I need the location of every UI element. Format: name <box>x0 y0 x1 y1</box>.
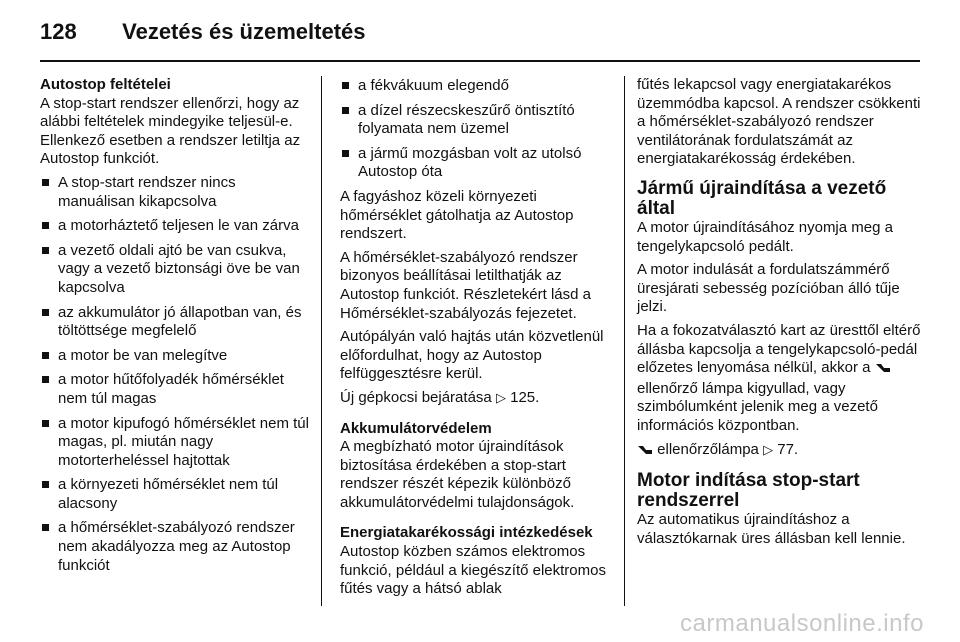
list-item: az akkumulátor jó állapotban van, és töltöttsége megfelelő <box>40 304 310 341</box>
paragraph: A motor indulását a fordulatszámmérő üresjárati sebesség pozícióban álló tűje jelzi. <box>637 261 900 316</box>
section-heading-restart-by-driver: Jármű újraindítása a vezető által <box>637 177 887 219</box>
watermark: carmanualsonline.info <box>680 610 924 637</box>
list-item: a motorháztető teljesen le van zárva <box>40 217 310 236</box>
list-item: a motor hűtőfolyadék hőmérséklet nem túl magas <box>40 371 310 408</box>
list-item: a fékvákuum elegendő <box>340 77 612 96</box>
list-item: a környezeti hőmérséklet nem túl alacsony <box>40 476 310 513</box>
paragraph: A motor újraindításához nyomja meg a tengelykapcsoló pedált. <box>637 218 893 255</box>
page-number: 128 <box>40 19 77 44</box>
paragraph: A megbízható motor újraindítások biztosítása érdekében a stop-start rendszer részét képezik különböző akkumulátorvédelmi tulajdonságok. <box>340 438 575 511</box>
list-item: a dízel részecskeszűrő öntisztító folyamata nem üzemel <box>340 102 612 139</box>
section-heading-battery-protection: Akkumulátorvédelem <box>340 419 492 437</box>
page-ref-arrow-icon: ▷ <box>495 389 506 405</box>
list-item: A stop-start rendszer nincs manuálisan kikapcsolva <box>40 174 310 211</box>
paragraph: A hőmérséklet-szabályozó rendszer bizonyos beállításai letilthatják az Autostop funkciót. Részletekért lásd a Hőmérséklet-szabályozás fejezetet. <box>340 248 591 322</box>
column-divider-2 <box>624 76 625 606</box>
header-rule <box>40 60 920 62</box>
paragraph: fűtés lekapcsol vagy energiatakarékos üzemmódba kapcsol. A rendszer csökkenti a hőmérséklet-szabályozó rendszer ventilátorának fordulatszámát az energiatakarékosság érdekében. <box>637 76 921 168</box>
paragraph-crossref: Új gépkocsi bejáratása ▷ 125. <box>340 388 540 406</box>
list-item: a jármű mozgásban volt az utolsó Autostop óta <box>340 145 612 182</box>
list-item: a hőmérséklet-szabályozó rendszer nem akadályozza meg az Autostop funkciót <box>40 519 310 575</box>
page-header <box>40 10 920 54</box>
section-heading-autostop-conditions: Autostop feltételei <box>40 76 171 93</box>
section-heading-engine-start-stop-start: Motor indítása stop-start rendszerrel <box>637 470 860 512</box>
page-title: Vezetés és üzemeltetés <box>122 19 366 44</box>
paragraph: Az automatikus újraindításhoz a választókarnak üres állásban kell lennie. <box>637 511 906 547</box>
column-divider-1 <box>321 76 322 606</box>
conditions-list <box>40 174 310 575</box>
paragraph-crossref: ellenőrzőlámpa ▷ 77. <box>637 441 927 462</box>
column-1 <box>40 76 310 581</box>
list-item: a motor be van melegítve <box>40 347 310 366</box>
stop-start-warning-icon <box>637 443 653 462</box>
section-heading-energy-saving: Energiatakarékossági intézkedések <box>340 524 593 542</box>
list-item: a motor kipufogó hőmérséklet nem túl magas, pl. miután nagy motorterheléssel hajtottak <box>40 415 310 471</box>
page-ref-arrow-icon: ▷ <box>763 441 774 457</box>
paragraph: A stop-start rendszer ellenőrzi, hogy az alábbi feltételek mindegyike teljesül-e. Ellenkező esetben a rendszer letiltja az Autostop funkciót. <box>40 94 301 168</box>
list-item: a vezető oldali ajtó be van csukva, vagy a vezető biztonsági öve be van kapcsolva <box>40 242 310 298</box>
page-ref-link[interactable]: 125. <box>510 388 540 406</box>
paragraph: A fagyáshoz közeli környezeti hőmérséklet gátolhatja az Autostop rendszert. <box>340 187 574 243</box>
paragraph: Ha a fokozatválasztó kart az üresttől eltérő állásba kapcsolja a tengelykapcsoló-pedál előzetes lenyomása nélkül, akkor a ellenőrző lámpa kigyullad, vagy szimbólumként jelenik meg a vezető információs központban. <box>637 321 921 434</box>
paragraph: Autostop közben számos elektromos funkció, például a kiegészítő elektromos fűtés vagy a hátsó ablak <box>340 543 606 598</box>
column-3 <box>637 76 927 553</box>
conditions-list-cont <box>340 77 612 182</box>
column-2 <box>340 76 612 604</box>
paragraph: Autópályán való hajtás után közvetlenül előfordulhat, hogy az Autostop felfüggesztésre kerül. <box>340 328 604 383</box>
page-ref-link[interactable]: 77. <box>777 440 799 458</box>
stop-start-warning-icon <box>875 361 891 380</box>
